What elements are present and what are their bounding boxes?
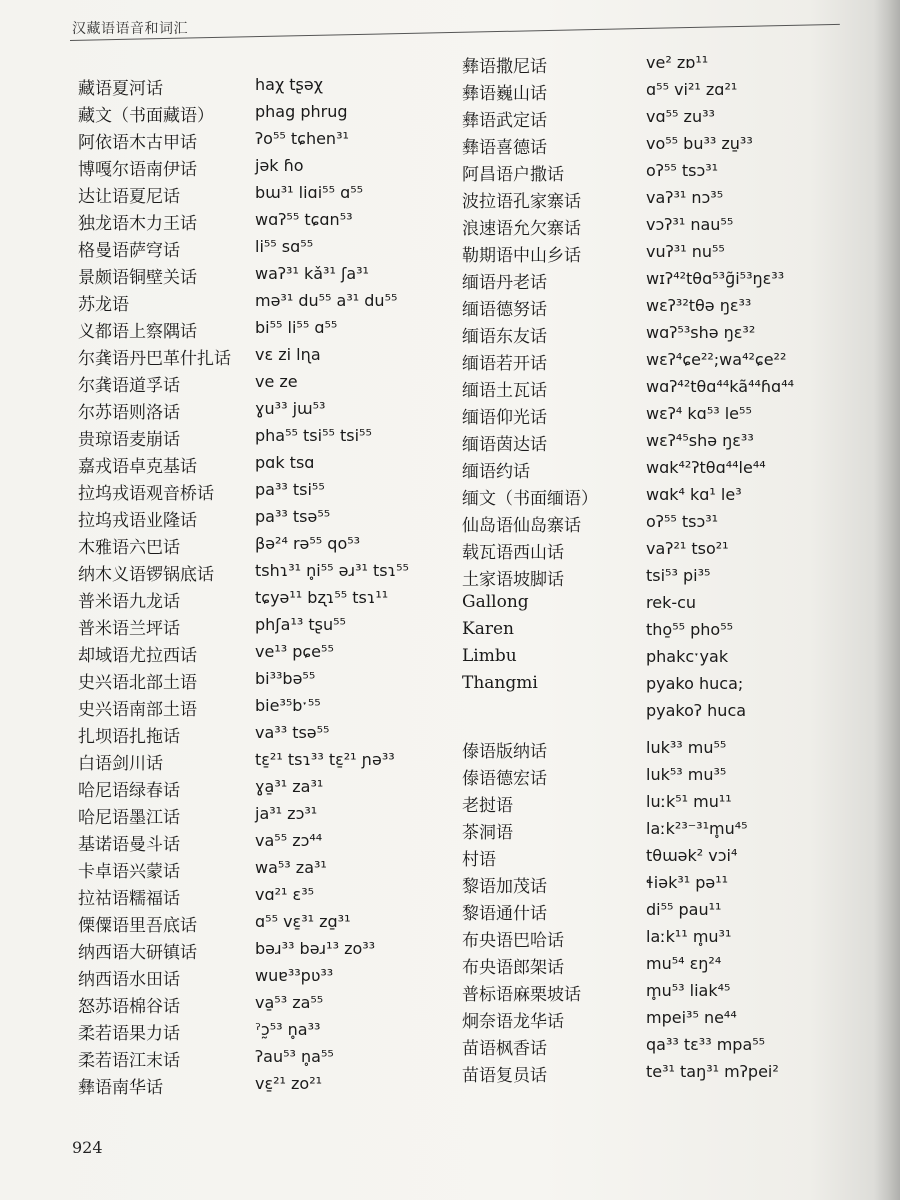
- word-form: di⁵⁵ pau¹¹: [646, 900, 722, 919]
- word-form: ve ze: [255, 372, 298, 391]
- word-form: ʔo⁵⁵ tɕhen³¹: [255, 129, 349, 148]
- word-form: pa³³ tsə⁵⁵: [255, 507, 331, 526]
- language-name: Thangmi: [462, 673, 538, 693]
- word-form: tθɯək² vɔi⁴: [646, 846, 738, 865]
- language-name: 白语剑川话: [78, 754, 163, 774]
- word-form: phʃa¹³ tʂu⁵⁵: [255, 615, 346, 634]
- word-form: ja³¹ zɔ³¹: [255, 804, 318, 823]
- running-head: 汉藏语语音和词汇: [72, 21, 188, 37]
- word-form: va̱⁵³ za⁵⁵: [255, 993, 324, 1012]
- word-form: wɛʔ³²tθə ŋɛ³³: [646, 296, 752, 315]
- language-name: 柔若语果力话: [78, 1024, 180, 1044]
- word-form: wɛʔ⁴⁵shə ŋɛ³³: [646, 431, 754, 450]
- word-form: tɛ̱²¹ tsɿ³³ tɛ̱²¹ ɲə³³: [255, 750, 395, 769]
- word-form: wuɐ³³pʋ³³: [255, 966, 334, 985]
- language-name: 波拉语孔家寨话: [462, 192, 581, 212]
- word-form: pɑk tsɑ: [255, 453, 315, 472]
- word-form: ɣu³³ jɯ⁵³: [255, 399, 326, 418]
- language-name: 炯奈语龙华话: [462, 1012, 564, 1032]
- language-name: 苗语枫香话: [462, 1039, 547, 1059]
- word-form: wa⁵³ za³¹: [255, 858, 327, 877]
- language-name: 藏语夏河话: [78, 79, 163, 99]
- word-form: oʔ⁵⁵ tsɔ³¹: [646, 161, 719, 180]
- word-form: phag phrug: [255, 102, 348, 121]
- word-form: wɛʔ⁴ɕe²²;wa⁴²ɕe²²: [646, 350, 787, 369]
- word-form: ɣa̱³¹ za³¹: [255, 777, 324, 796]
- word-form: ve² zɒ¹¹: [646, 53, 709, 72]
- word-form: ʔau⁵³ n̥a⁵⁵: [255, 1047, 334, 1066]
- word-form: pyako huca;: [646, 674, 744, 693]
- language-name: 载瓦语西山话: [462, 543, 564, 563]
- word-form: pa³³ tsi⁵⁵: [255, 480, 325, 499]
- language-name: 傣语德宏话: [462, 769, 547, 789]
- language-name: 尔苏语则洛话: [78, 403, 180, 423]
- language-name: 普标语麻栗坡话: [462, 985, 581, 1005]
- word-form: βə²⁴ rə⁵⁵ qo⁵³: [255, 534, 361, 553]
- language-name: 阿昌语户撒话: [462, 165, 564, 185]
- language-name: 彝语喜德话: [462, 138, 547, 158]
- language-name: 独龙语木力王话: [78, 214, 197, 234]
- language-name: 勒期语中山乡话: [462, 246, 581, 266]
- language-name: 土家语坡脚话: [462, 570, 564, 590]
- language-name: 义都语上察隅话: [78, 322, 197, 342]
- word-form: luk⁵³ mu³⁵: [646, 765, 727, 784]
- word-form: vo⁵⁵ bu³³ zu̱³³: [646, 134, 753, 153]
- word-form: wɑʔ⁵⁵ tɕɑn⁵³: [255, 210, 353, 229]
- word-form: pha⁵⁵ tsi⁵⁵ tsi⁵⁵: [255, 426, 372, 445]
- word-form: vɔʔ³¹ nau⁵⁵: [646, 215, 734, 234]
- word-form: tshɿ³¹ n̥i⁵⁵ əɹ³¹ tsɿ⁵⁵: [255, 561, 409, 580]
- language-name: 柔若语江末话: [78, 1051, 180, 1071]
- word-form: bi⁵⁵ li⁵⁵ ɑ⁵⁵: [255, 318, 338, 337]
- word-form: luːk⁵¹ mu¹¹: [646, 792, 732, 811]
- word-form: ɑ⁵⁵ vi²¹ zɑ²¹: [646, 80, 738, 99]
- language-name: 哈尼语绿春话: [78, 781, 180, 801]
- language-name: 贵琼语麦崩话: [78, 430, 180, 450]
- word-form: tho̱⁵⁵ pho⁵⁵: [646, 620, 734, 639]
- word-form: luk³³ mu⁵⁵: [646, 738, 727, 757]
- word-form: wɛʔ⁴ kɑ⁵³ le⁵⁵: [646, 404, 752, 423]
- language-name: 浪速语允欠寨话: [462, 219, 581, 239]
- word-form: laːk²³⁻³¹m̥u⁴⁵: [646, 819, 748, 838]
- word-form: ɑ⁵⁵ vɛ̱³¹ zɑ̱³¹: [255, 912, 351, 931]
- language-name: 仙岛语仙岛寨话: [462, 516, 581, 536]
- language-name: 布央语郎架话: [462, 958, 564, 978]
- word-form: te³¹ taŋ³¹ mʔpei²: [646, 1062, 779, 1081]
- language-name: 普米语九龙话: [78, 592, 180, 612]
- language-name: 史兴语南部土语: [78, 700, 197, 720]
- word-form: mu⁵⁴ ɛŋ²⁴: [646, 954, 722, 973]
- word-form: li⁵⁵ sɑ⁵⁵: [255, 237, 314, 256]
- language-name: 拉坞戎语业隆话: [78, 511, 197, 531]
- word-form: jək ɦo: [255, 156, 304, 175]
- word-form: tɕyə¹¹ bʐɿ⁵⁵ tsɿ¹¹: [255, 588, 389, 607]
- word-form: wɑʔ⁴²tθɑ⁴⁴kã⁴⁴ɦɑ⁴⁴: [646, 377, 795, 396]
- language-name: 基诺语曼斗话: [78, 835, 180, 855]
- page-edge-shadow: [874, 0, 900, 1200]
- word-form: mpei³⁵ ne⁴⁴: [646, 1008, 737, 1027]
- word-form: vɑ²¹ ɛ³⁵: [255, 885, 315, 904]
- word-form: rek-cu: [646, 593, 697, 612]
- word-form: vɛ zi lɳa: [255, 345, 321, 364]
- word-form: oʔ⁵⁵ tsɔ³¹: [646, 512, 719, 531]
- word-form: bəɹ³³ bəɹ¹³ zo³³: [255, 939, 376, 958]
- language-name: 史兴语北部土语: [78, 673, 197, 693]
- language-name: 布央语巴哈话: [462, 931, 564, 951]
- language-name: 黎语加茂话: [462, 877, 547, 897]
- word-form: vɛ̱²¹ zo²¹: [255, 1074, 323, 1093]
- language-name: 嘉戎语卓克基话: [78, 457, 197, 477]
- page-number: 924: [72, 1138, 103, 1157]
- language-name: 普米语兰坪话: [78, 619, 180, 639]
- language-name: 纳木义语锣锅底话: [78, 565, 214, 585]
- word-form: phakcˑyak: [646, 647, 729, 666]
- word-form: vɑ⁵⁵ zu³³: [646, 107, 715, 126]
- word-form: bie³⁵bˑ⁵⁵: [255, 696, 321, 715]
- language-name: 缅语仰光话: [462, 408, 547, 428]
- language-name: 达让语夏尼话: [78, 187, 180, 207]
- language-name: 缅语若开话: [462, 354, 547, 374]
- language-name: 缅语土瓦话: [462, 381, 547, 401]
- language-name: 藏文（书面藏语）: [78, 106, 214, 126]
- word-form: tsi⁵³ pi³⁵: [646, 566, 711, 585]
- language-name: 扎坝语扎拖话: [78, 727, 180, 747]
- language-name: 彝语南华话: [78, 1078, 163, 1098]
- word-form: m̥u⁵³ liak⁴⁵: [646, 981, 731, 1000]
- word-form: wɑk⁴ kɑ¹ le³: [646, 485, 742, 504]
- language-name: 彝语撒尼话: [462, 57, 547, 77]
- language-name: 彝语武定话: [462, 111, 547, 131]
- word-form: bi³³bə⁵⁵: [255, 669, 316, 688]
- language-name: 苏龙语: [78, 295, 129, 315]
- language-name: 景颇语铜壁关话: [78, 268, 197, 288]
- word-form: haχ tʂəχ: [255, 75, 323, 94]
- language-name: 木雅语六巴话: [78, 538, 180, 558]
- word-form: vaʔ³¹ nɔ³⁵: [646, 188, 724, 207]
- language-name: 傣语版纳话: [462, 742, 547, 762]
- language-name: 彝语巍山话: [462, 84, 547, 104]
- language-name: 纳西语大研镇话: [78, 943, 197, 963]
- word-form: ˀɔ̰⁵³ n̥a³³: [255, 1020, 321, 1039]
- language-name: 怒苏语棉谷话: [78, 997, 180, 1017]
- language-name: 纳西语水田话: [78, 970, 180, 990]
- language-name: 缅语约话: [462, 462, 530, 482]
- language-name: 村语: [462, 850, 496, 870]
- language-name: 尔龚语丹巴革什扎话: [78, 349, 231, 369]
- language-name: 拉坞戎语观音桥话: [78, 484, 214, 504]
- word-form: ve¹³ pɕe⁵⁵: [255, 642, 334, 661]
- language-name: 缅语丹老话: [462, 273, 547, 293]
- word-form: wɑʔ⁵³shə ŋɛ³²: [646, 323, 756, 342]
- language-name: 哈尼语墨江话: [78, 808, 180, 828]
- language-name: 黎语通什话: [462, 904, 547, 924]
- language-name: 缅语茵达话: [462, 435, 547, 455]
- language-name: 却域语尤拉西话: [78, 646, 197, 666]
- language-name: 老挝语: [462, 796, 513, 816]
- word-form: ɬiək³¹ pə¹¹: [646, 873, 729, 892]
- language-name: 拉祜语糯福话: [78, 889, 180, 909]
- language-name: Gallong: [462, 592, 529, 612]
- word-form: bɯ³¹ liɑi⁵⁵ ɑ⁵⁵: [255, 183, 364, 202]
- word-form: mə³¹ du⁵⁵ a³¹ du⁵⁵: [255, 291, 398, 310]
- language-name: 卡卓语兴蒙话: [78, 862, 180, 882]
- word-form: wɪʔ⁴²tθɑ⁵³ɡ̃i⁵³ŋɛ³³: [646, 269, 785, 288]
- word-form: qa³³ tɛ³³ mpa⁵⁵: [646, 1035, 766, 1054]
- word-form: va³³ tsə⁵⁵: [255, 723, 330, 742]
- language-name: 尔龚语道孚话: [78, 376, 180, 396]
- word-form: pyakoʔ huca: [646, 701, 747, 720]
- word-form: laːk¹¹ m̥u³¹: [646, 927, 732, 946]
- language-name: 格曼语萨穹话: [78, 241, 180, 261]
- language-name: 博嘎尔语南伊话: [78, 160, 197, 180]
- language-name: 缅文（书面缅语）: [462, 489, 598, 509]
- word-form: vaʔ²¹ tso²¹: [646, 539, 729, 558]
- language-name: 茶洞语: [462, 823, 513, 843]
- word-form: vuʔ³¹ nu⁵⁵: [646, 242, 725, 261]
- language-name: 苗语复员话: [462, 1066, 547, 1086]
- word-form: waʔ³¹ kǎ³¹ ʃa³¹: [255, 264, 369, 283]
- language-name: Karen: [462, 619, 514, 639]
- word-form: wɑk⁴²ʔtθɑ⁴⁴le⁴⁴: [646, 458, 766, 477]
- language-name: 缅语东友话: [462, 327, 547, 347]
- language-name: 缅语德努话: [462, 300, 547, 320]
- language-name: Limbu: [462, 646, 517, 666]
- language-name: 阿依语木古甲话: [78, 133, 197, 153]
- word-form: va⁵⁵ zɔ⁴⁴: [255, 831, 323, 850]
- language-name: 傈僳语里吾底话: [78, 916, 197, 936]
